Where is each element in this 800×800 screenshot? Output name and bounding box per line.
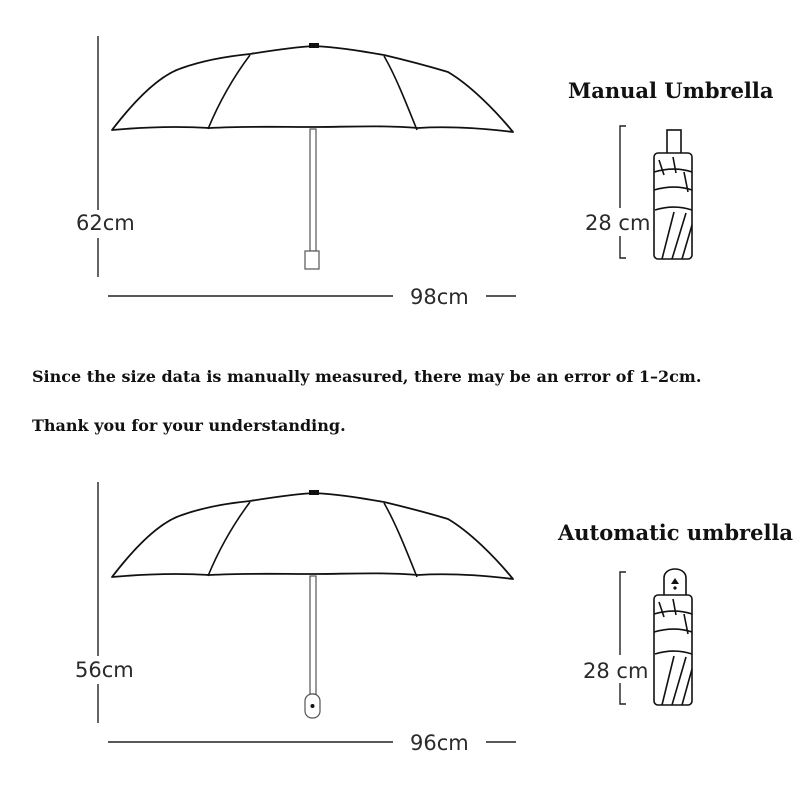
automatic-shaft xyxy=(310,576,316,694)
manual-open-umbrella xyxy=(76,36,516,309)
measurement-error-note: Since the size data is manually measured, there may be an error of 1–2cm. xyxy=(32,367,702,386)
manual-canopy xyxy=(112,46,513,132)
manual-folded-line-top xyxy=(620,126,626,208)
automatic-width-label: 96cm xyxy=(410,731,469,755)
automatic-tip xyxy=(309,490,319,495)
automatic-folded-label: 28 cm xyxy=(583,659,649,683)
thanks-note: Thank you for your understanding. xyxy=(32,416,346,435)
manual-height-label: 62cm xyxy=(76,211,135,235)
automatic-open-umbrella xyxy=(75,482,516,755)
manual-tip xyxy=(309,43,319,48)
automatic-folded-line-bottom xyxy=(620,683,626,704)
manual-folded-handle xyxy=(667,130,681,154)
automatic-height-label: 56cm xyxy=(75,658,134,682)
manual-folded-line-bottom xyxy=(620,236,626,258)
automatic-folded-line-top xyxy=(620,572,626,655)
automatic-button-icon xyxy=(311,704,315,708)
automatic-canopy xyxy=(112,493,513,579)
manual-title: Manual Umbrella xyxy=(568,78,774,103)
automatic-folded-umbrella xyxy=(583,569,692,705)
manual-handle xyxy=(305,251,319,269)
manual-folded-umbrella xyxy=(585,126,692,259)
manual-folded-label: 28 cm xyxy=(585,211,651,235)
automatic-title: Automatic umbrella xyxy=(558,520,794,545)
manual-width-label: 98cm xyxy=(410,285,469,309)
manual-shaft xyxy=(310,129,316,251)
